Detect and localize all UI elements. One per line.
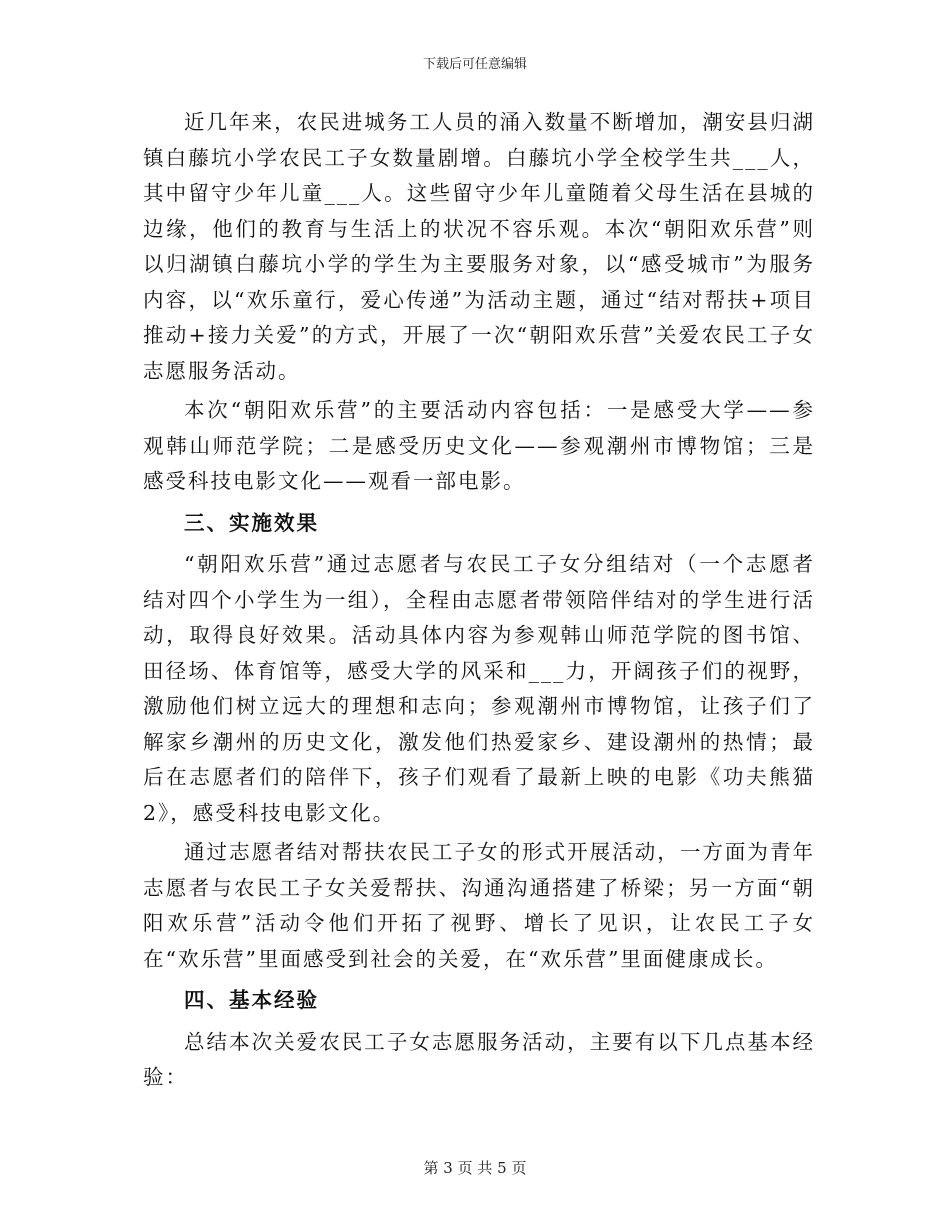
section-heading-experience: 四、基本经验 <box>184 988 319 1012</box>
paragraph-background: 近几年来，农民进城务工人员的涌入数量不断增加，潮安县归湖镇白藤坑小学农民工子女数量剧增。白藤坑小学全校学生共___人，其中留守少年儿童___人。这些留守少年儿童随着父母生活在县城的边缘，他们的教育与生活上的状况不容乐观。本次“朝阳欢乐营”则以归湖镇白藤坑小学的学生为主要服务对象，以“感受城市”为服务内容，以“欢乐童行，爱心传递”为活动主题，通过“结对帮扶+项目推动+接力关爱”的方式，开展了一次“朝阳欢乐营”关爱农民工子女志愿服务活动。 <box>143 110 815 383</box>
section-heading-results: 三、实施效果 <box>184 510 319 535</box>
paragraph-impact: 通过志愿者结对帮扶农民工子女的形式开展活动，一方面为青年志愿者与农民工子女关爱帮扶、沟通沟通搭建了桥梁；另一方面“朝阳欢乐营”活动令他们开拓了视野、增长了见识，让农民工子女在“欢乐营”里面感受到社会的关爱，在“欢乐营”里面健康成长。 <box>143 840 815 971</box>
paragraph-activities: 本次“朝阳欢乐营”的主要活动内容包括：一是感受大学——参观韩山师范学院；二是感受历史文化——参观潮州市博物馆；三是感受科技电影文化——观看一部电影。 <box>143 398 815 493</box>
page-footer: 第 3 页 共 5 页 <box>423 1159 527 1177</box>
page-header: 下载后可任意编辑 <box>422 57 527 72</box>
paragraph-experience-intro: 总结本次关爱农民工子女志愿服务活动，主要有以下几点基本经验： <box>143 1029 815 1089</box>
paragraph-results: “朝阳欢乐营”通过志愿者与农民工子女分组结对（一个志愿者结对四个小学生为一组），全程由志愿者带领陪伴结对的学生进行活动，取得良好效果。活动具体内容为参观韩山师范学院的图书馆、田径场、体育馆等，感受大学的风采和___力，开阔孩子们的视野，激励他们树立远大的理想和志向；参观潮州市博物馆，让孩子们了解家乡潮州的历史文化，激发他们热爱家乡、建设潮州的热情；最后在志愿者们的陪伴下，孩子们观看了最新上映的电影《功夫熊猫2》，感受科技电影文化。 <box>143 552 815 825</box>
document-body <box>143 105 815 1100</box>
